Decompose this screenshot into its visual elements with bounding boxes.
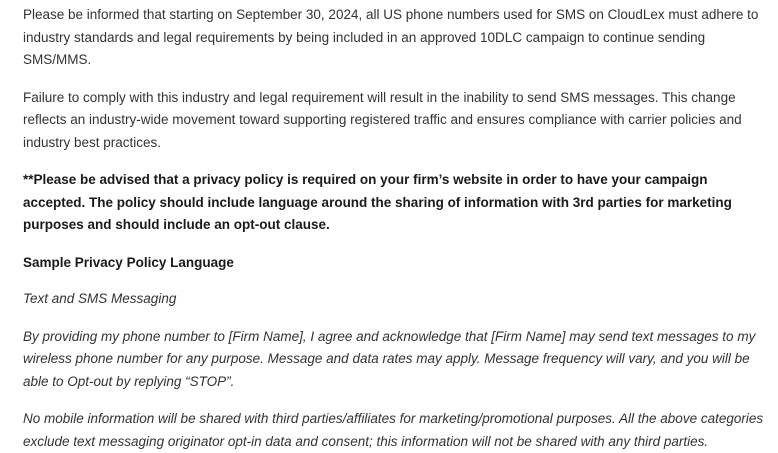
sample-policy-subheading: Text and SMS Messaging: [23, 291, 177, 306]
notice-paragraph-deadline: Please be informed that starting on September 30, 2024, all US phone numbers used for SMS on CloudLex must adhere to industry standards and legal requirements by being included in an approved 10DLC campaign to continue sending SMS/MMS.: [23, 7, 759, 67]
sample-policy-paragraph-consent: By providing my phone number to [Firm Name], I agree and acknowledge that [Firm Name] may send text messages to my wireless phone number for any purpose. Message and data rates may apply. Message frequency will vary, and you will be able to Opt-out by replying “STOP”.: [23, 328, 756, 389]
sample-policy-heading: Sample Privacy Policy Language: [23, 254, 234, 270]
notice-paragraph-privacy-requirement: **Please be advised that a privacy policy is required on your firm’s website in order to have your campaign accepted. The policy should include language around the sharing of information with 3rd parties for marketing purposes and should include an opt-out clause.: [23, 172, 732, 232]
sample-policy-paragraph-sharing: No mobile information will be shared with third parties/affiliates for marketing/promotional purposes. All the above categories exclude text messaging originator opt-in data and consent; this information will not be shared with any third parties.: [23, 411, 764, 449]
notice-paragraph-compliance: Failure to comply with this industry and legal requirement will result in the inability to send SMS messages. This change reflects an industry-wide movement toward supporting registered traffic and ensures compliance with carrier policies and industry best practices.: [23, 89, 742, 150]
